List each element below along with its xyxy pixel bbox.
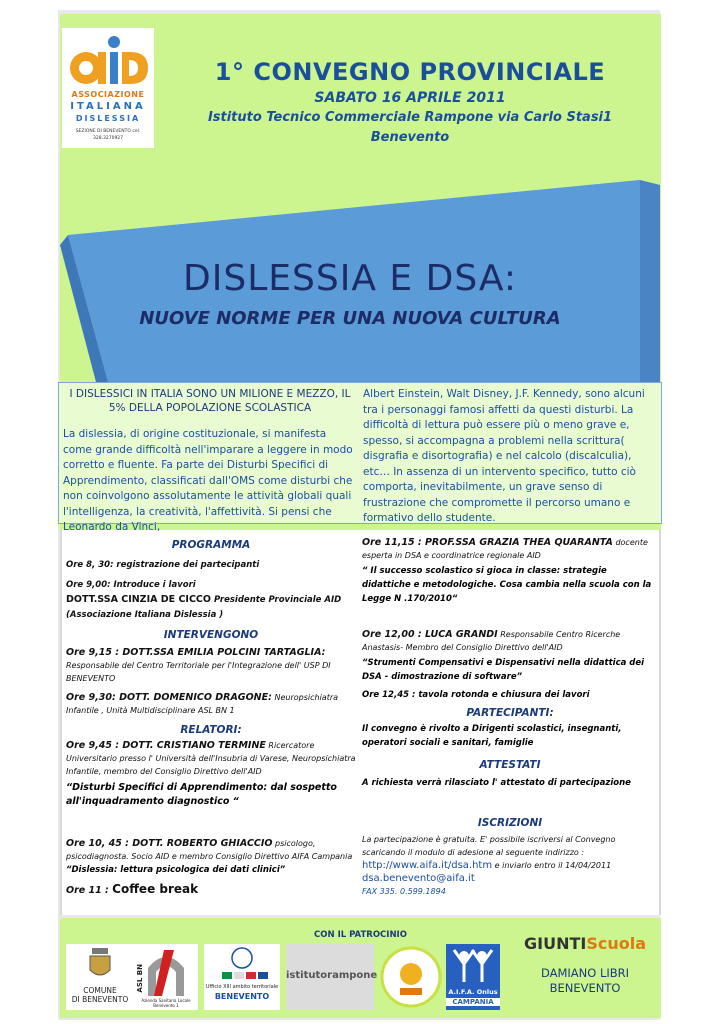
- info-left-column: [63, 387, 357, 536]
- damiano-label-2: BENEVENTO: [549, 981, 621, 995]
- sponsor-comune: [66, 944, 134, 1010]
- info-box: [58, 382, 662, 533]
- speaker-dragone-name: DOTT. DOMENICO DRAGONE:: [119, 692, 272, 703]
- ufficio-label-2: BENEVENTO: [214, 992, 270, 1001]
- speaker-quaranta-head: Ore 11,15 : PROF.SSA GRAZIA THEA QUARANTA: [362, 537, 613, 548]
- sponsor-aifa: [446, 944, 500, 1010]
- logo-line-sezione: SEZIONE DI BENEVENTO cel.: [75, 129, 141, 134]
- talk-grandi: “Strumenti Compensativi e Dispensativi nella didattica dei DSA - dimostrazione di software”: [362, 658, 645, 682]
- sponsor-asl: [134, 944, 198, 1010]
- speaker-termine-role: Ricercatore Universitario presso l' Università dell'Insubria di Varese, Neuropsichiatra Infantile, membro del Consiglio Direttivo dell'AID: [66, 741, 356, 776]
- giunti-label: GIUNTI: [523, 934, 587, 953]
- aifa-logo-icon: [446, 944, 500, 988]
- logo-line-dislessia: DISLESSIA: [75, 114, 141, 123]
- info-right-column: [363, 387, 661, 527]
- scuola-label: Scuola: [586, 934, 646, 953]
- speaker-ghiaccio-role: psicologo, psicodiagnosta. Socio AID e membro Consiglio Direttivo AIFA Campania: [66, 839, 353, 861]
- banner-title: DISLESSIA E DSA:: [183, 258, 517, 299]
- comune-crest-icon: [66, 944, 134, 984]
- attestati-text: A richiesta verrà rilasciato l' attestato di partecipazione: [362, 778, 631, 788]
- comune-label-1: COMUNE: [83, 986, 117, 995]
- logo-line-phone: 328.3270927: [92, 136, 124, 141]
- iscrizioni-email-link[interactable]: dsa.benevento@aifa.it: [362, 873, 475, 884]
- iscrizioni-text-1: La partecipazione è gratuita. E' possibile iscriversi al Convegno scaricando il modulo di adesione al seguente indirizzo :: [362, 835, 616, 857]
- coffee-label: Coffee break: [112, 882, 199, 896]
- iscrizioni-text: [362, 833, 658, 885]
- relatori-title: RELATORI:: [180, 724, 242, 736]
- talk-ghiaccio: “Dislessia: lettura psicologica dei dati clinici”: [66, 865, 286, 875]
- speaker-polcini-time: Ore 9,15 :: [66, 647, 123, 658]
- program-registration: Ore 8, 30: registrazione dei partecipanti: [66, 560, 260, 570]
- program-right-column: [362, 536, 658, 898]
- sponsor-ufficio: [204, 944, 280, 1010]
- partecipanti-title: PARTECIPANTI:: [466, 707, 554, 719]
- asl-caption: Azienda Sanitaria Locale Benevento 1: [141, 998, 191, 1008]
- info-right-text: Albert Einstein, Walt Disney, J.F. Kennedy, sono alcuni tra i personaggi famosi affetti da questi disturbi. La difficoltà di lettura può essere più o meno grave e, spesso, si accompagna a problemi nella scrittura( disgrafia e disortografia) e nel calcolo (discalculia), etc… In assenza di un intervento specifico, tutto ciò comporta, inevitabilmente, un grave senso di frustrazione che compromette il percorso umano e formativo dello studente.: [363, 388, 645, 524]
- patrocinio-title: CON IL PATROCINIO: [314, 930, 407, 940]
- speaker-cicco-org: (Associazione Italiana Dislessia ): [66, 610, 224, 620]
- aifa-label-2: CAMPANIA: [446, 998, 500, 1006]
- speaker-dragone-role: Neuropsichiatra Infantile , Unità Multidisciplinare ASL BN 1: [66, 693, 339, 715]
- speaker-cicco: [66, 592, 356, 608]
- iscrizioni-url-link[interactable]: http://www.aifa.it/dsa.htm: [362, 860, 493, 871]
- event-date: SABATO 16 APRILE 2011: [314, 90, 506, 106]
- sponsor-rampone: [286, 944, 378, 1010]
- talk-quaranta: “ Il successo scolastico si gioca in classe: strategie didattiche e metodologiche. Cosa cambia nella scuola con la Legge N .170/2010“: [362, 566, 652, 604]
- intervengono-title: INTERVENGONO: [163, 629, 259, 641]
- event-city: Benevento: [370, 130, 450, 145]
- info-heading: I DISLESSICI IN ITALIA SONO UN MILIONE E MEZZO, IL 5% DELLA POPOLAZIONE SCOLASTICA: [69, 388, 351, 414]
- speaker-grandi-head: Ore 12,00 : LUCA GRANDI: [362, 629, 498, 640]
- speaker-ghiaccio-head: Ore 10, 45 : DOTT. ROBERTO GHIACCIO: [66, 838, 273, 849]
- sponsor-circle: [380, 944, 442, 1010]
- program-left-column: [66, 538, 356, 897]
- banner-graphic: [0, 0, 724, 400]
- flower-logo-icon: [380, 944, 442, 1010]
- speaker-grandi: [362, 628, 658, 654]
- damiano-libri: [510, 966, 660, 996]
- ufficio-label-1: Ufficio XIII ambito territoriale: [205, 984, 279, 990]
- convegno-title: 1° CONVEGNO PROVINCIALE: [214, 58, 606, 86]
- program-title: PROGRAMMA: [171, 539, 251, 551]
- banner-subtitle: NUOVE NORME PER UNA NUOVA CULTURA: [139, 308, 561, 329]
- iscrizioni-title: ISCRIZIONI: [477, 817, 543, 829]
- speaker-dragone: [66, 691, 356, 717]
- speaker-ghiaccio: [66, 837, 356, 863]
- speaker-termine-head: Ore 9,45 : DOTT. CRISTIANO TERMINE: [66, 740, 266, 751]
- attestati-title: ATTESTATI: [479, 759, 541, 771]
- giunti-scuola-logo: [510, 934, 660, 953]
- rampone-label: istitutorampone: [286, 970, 378, 981]
- tavola-rotonda: Ore 12,45 : tavola rotonda e chiusura dei lavori: [362, 690, 590, 700]
- talk-termine: “Disturbi Specifici di Apprendimento: dal sospetto all'inquadramento diagnostico “: [66, 782, 337, 807]
- speaker-termine: [66, 739, 356, 778]
- speaker-quaranta: [362, 536, 658, 562]
- fax-number: FAX 335. 0.599.1894: [362, 887, 446, 896]
- damiano-label-1: DAMIANO LIBRI: [540, 966, 630, 980]
- iscrizioni-text-2: e inviarlo entro il 14/04/2011: [492, 861, 612, 870]
- speaker-dragone-time: Ore 9,30:: [66, 692, 120, 703]
- logo-line-associazione: ASSOCIAZIONE: [71, 90, 145, 99]
- speaker-cicco-name: DOTT.SSA CINZIA DE CICCO: [66, 594, 211, 605]
- event-venue: Istituto Tecnico Commerciale Rampone via Carlo Stasi1: [207, 110, 613, 125]
- partecipanti-text: Il convegno è rivolto a Dirigenti scolastici, insegnanti, operatori sociali e sanitari, famiglie: [362, 724, 622, 748]
- speaker-polcini-name: DOTT.SSA EMILIA POLCINI TARTAGLIA:: [122, 647, 326, 658]
- speaker-quaranta-role: docente esperta in DSA e coordinatrice regionale AID: [362, 538, 648, 560]
- aifa-label-1: A.I.F.A. Onlus: [448, 988, 498, 996]
- ufficio-logo-icon: [204, 944, 280, 984]
- speaker-grandi-role: Responsabile Centro Ricerche Anastasis- Membro del Consiglio Direttivo dell'AID: [362, 630, 621, 652]
- info-left-text: La dislessia, di origine costituzionale, si manifesta come grande difficoltà nell'imparare a leggere in modo corretto e fluente. Fa parte dei Disturbi Specifici di Apprendimento, classificati dall'OMS come disturbi che non coinvolgono assolutamente le attività globali quali l'intelligenza, la creatività, l'affettività. Si pensi che Leonardo da Vinci,: [63, 428, 353, 533]
- speaker-polcini-role: Responsabile del Centro Territoriale per l'Integrazione dell' USP DI BENEVENTO: [66, 661, 331, 683]
- asl-label: ASL BN: [136, 964, 144, 993]
- comune-label-2: DI BENEVENTO: [71, 995, 129, 1004]
- coffee-time: Ore 11 :: [66, 885, 113, 896]
- program-intro: Ore 9,00: Introduce i lavori: [66, 580, 196, 590]
- coffee-break: [66, 883, 356, 897]
- speaker-cicco-role: Presidente Provinciale AID: [210, 595, 342, 605]
- logo-line-italiana: ITALIANA: [70, 101, 146, 112]
- speaker-polcini: [66, 646, 356, 685]
